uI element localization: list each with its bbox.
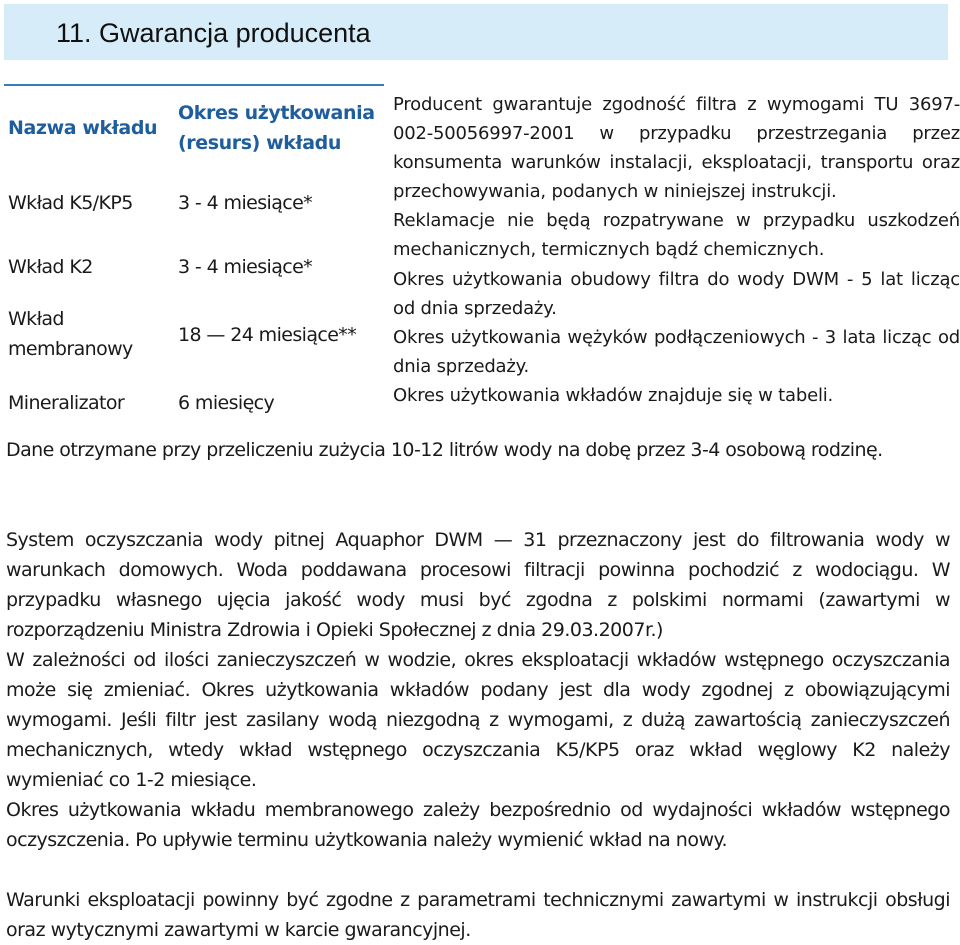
table-row-period: 3 - 4 miesiące* bbox=[178, 192, 313, 214]
table-header-period: Okres użytkowania (resurs) wkładu bbox=[178, 102, 375, 154]
body-text bbox=[6, 525, 950, 945]
table-row-name: Wkład membranowy bbox=[8, 308, 133, 360]
table-header-rule bbox=[4, 84, 384, 86]
body-paragraph: Warunki eksploatacji powinny być zgodne z parametrami technicznymi zawartymi w instrukcji obsługi oraz wytycznymi zawartymi w karcie gwarancyjnej. bbox=[6, 889, 950, 941]
section-header bbox=[4, 4, 948, 60]
table-header-name: Nazwa wkładu bbox=[8, 117, 158, 139]
warranty-paragraph: Producent gwarantuje zgodność filtra z wymogami TU 3697-002-50056997-2001 w przypadku przestrzegania przez konsumenta warunków instalacji, eksploatacji, transportu oraz przechowywania, podanych w niniejszej instrukcji. bbox=[393, 94, 960, 203]
warranty-paragraph: Okres użytkowania wkładów znajduje się w tabeli. bbox=[393, 384, 834, 406]
table-row-name: Wkład K5/KP5 bbox=[8, 192, 133, 214]
body-paragraph: W zależności od ilości zanieczyszczeń w wodzie, okres eksploatacji wkładów wstępnego oczyszczania może się zmieniać. Okres użytkowania wkładów podany jest dla wody zgodnej z obowiązującymi wymogami. Jeśli filtr jest zasilany wodą niezgodną z wymogami, z dużą zawartością zanieczyszczeń mechanicznych, wtedy wkład wstępnego oczyszczania K5/KP5 oraz wkład węglowy K2 należy wymieniać co 1-2 miesiące. bbox=[6, 649, 950, 791]
table-row-period: 6 miesięcy bbox=[178, 392, 275, 414]
warranty-paragraph: Reklamacje nie będą rozpatrywane w przypadku uszkodzeń mechanicznych, termicznych bądź chemicznych. bbox=[393, 210, 960, 261]
table-footnote: Dane otrzymane przy przeliczeniu zużycia 10-12 litrów wody na dobę przez 3-4 osobową rodzinę. bbox=[6, 439, 883, 461]
warranty-terms bbox=[393, 90, 960, 410]
body-paragraph: Okres użytkowania wkładu membranowego zależy bezpośrednio od wydajności wkładów wstępnego oczyszczenia. Po upływie terminu użytkowania należy wymienić wkład na nowy. bbox=[6, 799, 950, 851]
table-row-period: 18 — 24 miesiące** bbox=[178, 324, 357, 346]
body-paragraph: System oczyszczania wody pitnej Aquaphor DWM — 31 przeznaczony jest do filtrowania wody w warunkach domowych. Woda poddawana procesowi filtracji powinna pochodzić z wodociągu. W przypadku własnego ujęcia jakość wody musi być zgodna z polskimi normami (zawartymi w rozporządzeniu Ministra Zdrowia i Opieki Społecznej z dnia 29.03.2007r.) bbox=[6, 529, 950, 641]
warranty-paragraph: Okres użytkowania obudowy filtra do wody DWM - 5 lat licząc od dnia sprzedaży. bbox=[393, 268, 960, 319]
table-row-name: Wkład K2 bbox=[8, 256, 93, 278]
table-row-name: Mineralizator bbox=[8, 392, 125, 414]
table-row-period: 3 - 4 miesiące* bbox=[178, 256, 313, 278]
section-title: 11. Gwarancja producenta bbox=[56, 18, 371, 48]
warranty-paragraph: Okres użytkowania wężyków podłączeniowych - 3 lata licząc od dnia sprzedaży. bbox=[393, 326, 960, 377]
